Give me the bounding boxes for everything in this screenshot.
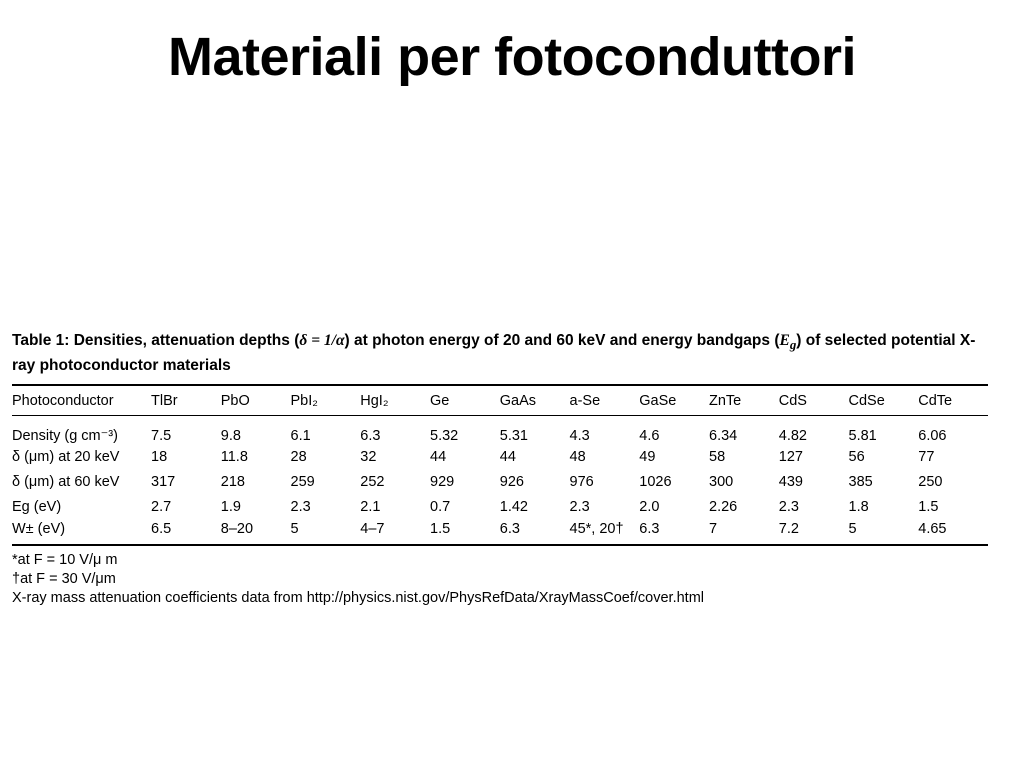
table-cell: 7.5	[151, 428, 172, 445]
table-cell: 18	[151, 448, 168, 465]
table-cell: 56	[848, 448, 865, 465]
table-cell: 317	[151, 473, 176, 490]
table-cell: 439	[778, 473, 803, 490]
table-cell: 259	[290, 473, 315, 490]
table-cell: 218	[220, 473, 245, 490]
row-label: W± (eV)	[12, 520, 66, 537]
table-cell: 28	[290, 448, 307, 465]
table-cell: 6.1	[290, 428, 311, 445]
column-header: PbO	[220, 392, 250, 409]
column-header: GaSe	[639, 392, 677, 409]
header-row	[12, 386, 988, 415]
table-cell: 5.31	[499, 428, 528, 445]
table-cell: 7	[709, 520, 718, 537]
footnote: *at F = 10 V/μ m	[12, 552, 118, 569]
caption-symbol: E	[779, 332, 790, 349]
table-cell: 0.7	[430, 498, 451, 515]
table-cell: 6.34	[709, 428, 738, 445]
table-cell: 2.3	[290, 498, 311, 515]
table-cell: 252	[360, 473, 385, 490]
table-cell: 8–20	[220, 520, 254, 537]
header-label: Photoconductor	[12, 392, 114, 409]
table-cell: 1.8	[848, 498, 869, 515]
table-cell: 1.5	[430, 520, 451, 537]
table-cell: 58	[709, 448, 726, 465]
table-cell: 976	[569, 473, 594, 490]
column-header: CdTe	[918, 392, 953, 409]
table-cell: 1.42	[499, 498, 528, 515]
table-row	[12, 519, 988, 544]
table-cell: 127	[778, 448, 803, 465]
table-footnotes	[12, 551, 988, 608]
table-cell: 4–7	[360, 520, 385, 537]
row-label: δ (μm) at 20 keV	[12, 448, 120, 465]
table-cell: 926	[499, 473, 524, 490]
caption-part-1: Table 1: Densities, attenuation depths (	[12, 332, 300, 349]
table-cell: 6.3	[499, 520, 520, 537]
table-cell: 44	[499, 448, 516, 465]
table-cell: 250	[918, 473, 943, 490]
table-row	[12, 444, 988, 469]
table-cell: 2.3	[778, 498, 799, 515]
row-label: δ (μm) at 60 keV	[12, 473, 120, 490]
table-cell: 1.5	[918, 498, 939, 515]
table-cell: 4.82	[778, 428, 807, 445]
column-header: Ge	[430, 392, 450, 409]
table-row	[12, 494, 988, 519]
table-cell: 5	[848, 520, 857, 537]
table-cell: 2.0	[639, 498, 660, 515]
table-cell: 7.2	[778, 520, 799, 537]
table-cell: 32	[360, 448, 377, 465]
table-row	[12, 469, 988, 494]
table-cell: 4.6	[639, 428, 660, 445]
slide-title: Materiali per fotoconduttori	[168, 27, 856, 87]
table-cell: 48	[569, 448, 586, 465]
row-label: Density (g cm⁻³)	[12, 428, 118, 445]
caption-formula: δ = 1/α	[299, 332, 345, 349]
table-cell: 2.7	[151, 498, 172, 515]
table-cell: 77	[918, 448, 935, 465]
table-cell: 4.65	[918, 520, 947, 537]
caption-part-2: ) at photon energy of 20 and 60 keV and energy bandgaps (	[344, 332, 780, 349]
table-body	[12, 416, 988, 544]
table-cell: 929	[430, 473, 455, 490]
footnote: †at F = 30 V/μm	[12, 571, 116, 588]
table-bottom-rule	[12, 544, 988, 546]
table-cell: 300	[709, 473, 734, 490]
table-cell: 44	[430, 448, 447, 465]
table-cell: 6.06	[918, 428, 947, 445]
table-cell: 6.3	[639, 520, 660, 537]
table-cell: 1.9	[220, 498, 241, 515]
table-cell: 5.81	[848, 428, 877, 445]
table-cell: 45*, 20†	[569, 520, 624, 537]
footnote-source: X-ray mass attenuation coefficients data from http://physics.nist.gov/PhysRefData/XrayMassCoef/cover.html	[12, 590, 705, 607]
table-cell: 6.5	[151, 520, 172, 537]
table-cell: 1026	[639, 473, 672, 490]
table-cell: 4.3	[569, 428, 590, 445]
caption-part-3: ) of selected potential X-ray photoconductor materials	[12, 332, 976, 375]
column-header: a-Se	[569, 392, 601, 409]
caption-symbol-sub: g	[789, 337, 797, 353]
table-cell: 2.3	[569, 498, 590, 515]
row-label: Eg (eV)	[12, 498, 62, 515]
table-caption	[12, 330, 988, 376]
table-cell: 385	[848, 473, 873, 490]
table-cell: 5.32	[430, 428, 459, 445]
column-header: PbI₂	[290, 392, 318, 409]
table-cell: 2.26	[709, 498, 738, 515]
table-cell: 9.8	[220, 428, 241, 445]
table-cell: 11.8	[220, 448, 248, 465]
column-header: ZnTe	[709, 392, 742, 409]
photoconductor-table	[12, 386, 988, 544]
column-header: CdS	[778, 392, 807, 409]
table-header	[12, 386, 988, 416]
table-cell: 2.1	[360, 498, 381, 515]
column-header: HgI₂	[360, 392, 389, 409]
table-cell: 5	[290, 520, 299, 537]
table-row	[12, 416, 988, 444]
column-header: CdSe	[848, 392, 885, 409]
data-table-block	[12, 330, 988, 608]
table-cell: 6.3	[360, 428, 381, 445]
table-cell: 49	[639, 448, 656, 465]
column-header: GaAs	[499, 392, 537, 409]
column-header: TlBr	[151, 392, 178, 409]
